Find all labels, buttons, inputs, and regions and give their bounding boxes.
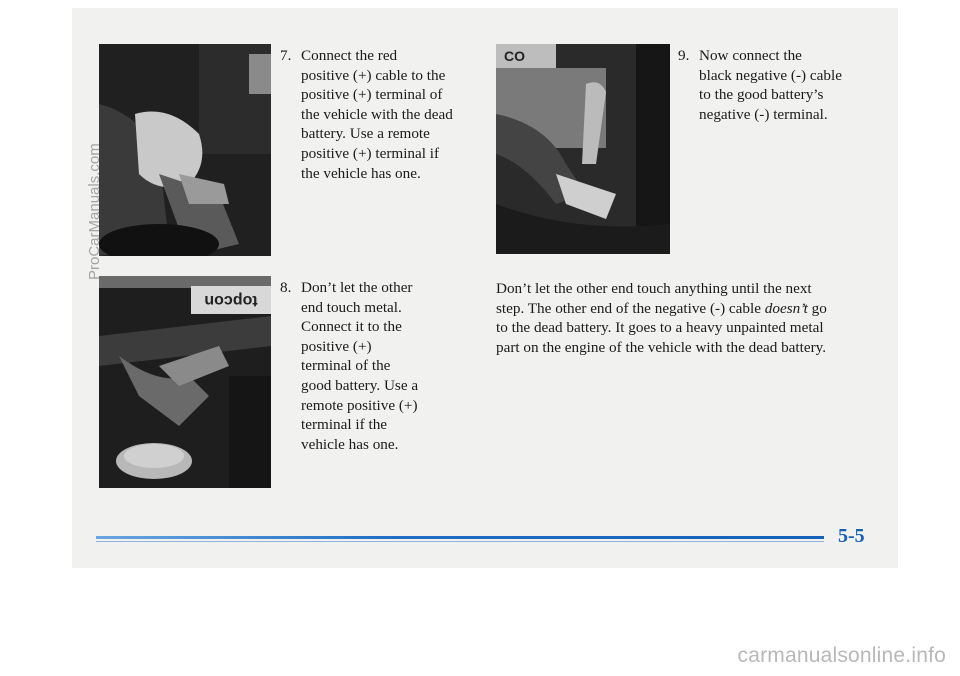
note-paragraph — [496, 279, 896, 357]
step-8-line: good battery. Use a — [301, 376, 419, 394]
note-line: part on the engine of the vehicle with the dead battery. — [496, 338, 827, 356]
step-7 — [280, 46, 480, 183]
page-number: 5-5 — [838, 525, 865, 547]
photo-step-7 — [99, 44, 271, 256]
step-7-line: positive (+) cable to the — [301, 66, 446, 84]
step-8 — [280, 278, 450, 454]
note-text: step. The other end of the negative (-) cable — [496, 299, 765, 317]
step-7-line: the vehicle with the dead — [301, 105, 453, 123]
step-8-line: remote positive (+) — [301, 396, 418, 414]
step-7-line: positive (+) terminal of — [301, 86, 443, 104]
photo-step-8 — [99, 276, 271, 488]
footer-rule-thin — [96, 541, 824, 542]
manual-page — [72, 8, 898, 568]
step-7-line: positive (+) terminal if — [301, 144, 440, 162]
footer-rule — [96, 536, 824, 539]
step-8-line: Connect it to the — [301, 318, 402, 336]
note-line: Don’t let the other end touch anything until the next — [496, 280, 812, 297]
step-8-number: 8. — [280, 279, 292, 296]
note-text: go — [807, 299, 827, 317]
step-9-line: negative (-) terminal. — [699, 105, 828, 123]
step-8-line: end touch metal. — [301, 298, 402, 316]
step-7-line: Connect the red — [301, 47, 398, 64]
step-8-line: Don’t let the other — [301, 279, 413, 296]
step-7-number: 7. — [280, 47, 292, 64]
step-9 — [678, 46, 888, 124]
step-9-number: 9. — [678, 47, 690, 64]
note-emphasis: doesn’t — [764, 299, 808, 317]
step-9-line: Now connect the — [699, 47, 802, 64]
footer-watermark: carmanualsonline.info — [737, 644, 946, 667]
side-watermark: ProCarManuals.com — [86, 143, 103, 280]
step-7-line: the vehicle has one. — [301, 164, 421, 182]
photo-8-label: topcon — [204, 292, 258, 309]
step-9-line: to the good battery’s — [699, 86, 824, 104]
step-8-line: terminal if the — [301, 416, 388, 434]
step-9-line: black negative (-) cable — [699, 66, 842, 84]
photo-9-label: CO — [504, 48, 525, 64]
step-7-line: battery. Use a remote — [301, 125, 430, 143]
step-8-line: vehicle has one. — [301, 435, 399, 453]
note-line — [496, 299, 896, 319]
note-line: to the dead battery. It goes to a heavy unpainted metal — [496, 319, 824, 337]
step-8-line: positive (+) — [301, 337, 372, 355]
step-8-line: terminal of the — [301, 357, 391, 375]
photo-step-9 — [496, 44, 670, 254]
